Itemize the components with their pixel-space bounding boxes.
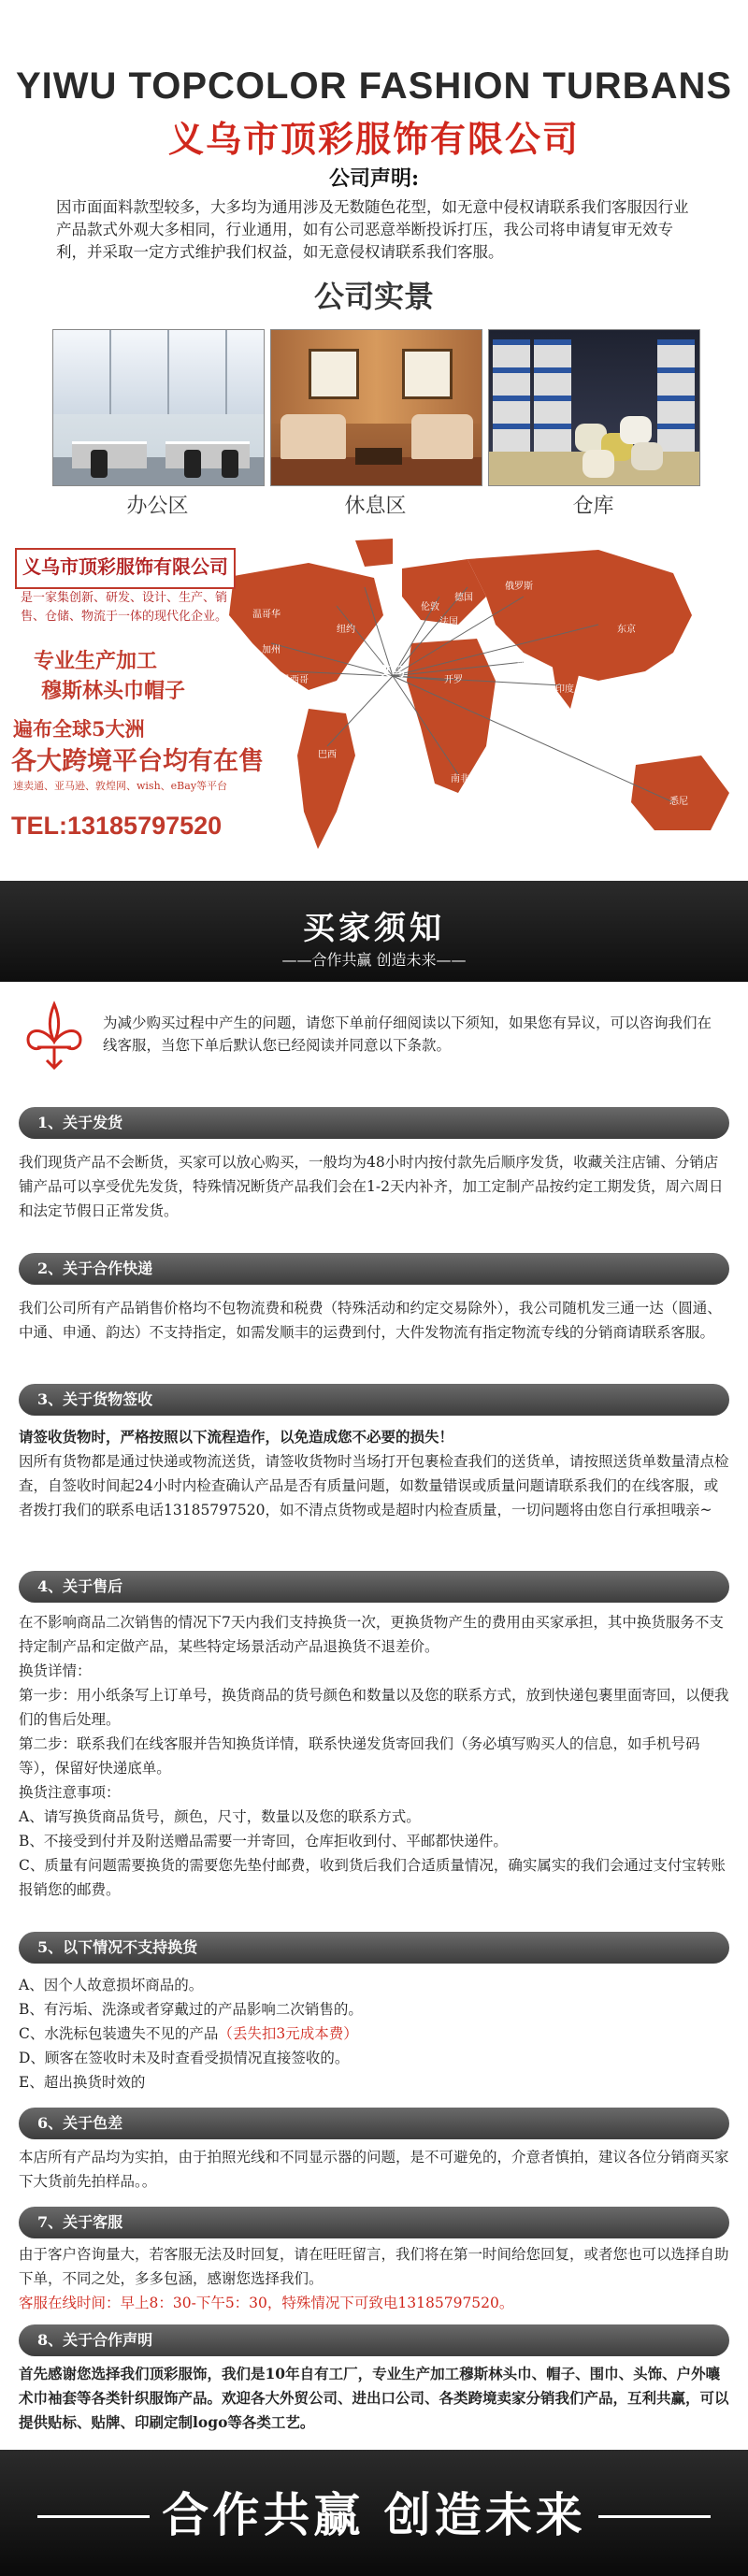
section-text: 我们现货产品不会断货，买家可以放心购买，一般均为48小时内按付款先后顺序发货，收藏关注店铺、分销店铺产品可以享受优先发货，特殊情况断货产品我们会在1-2天内补齐，加工定制产品按约定工期发货，周六周日和法定节假日正常发货。	[19, 1154, 724, 1219]
section-bar	[19, 2108, 729, 2139]
warehouse-caption: 仓库	[572, 495, 614, 518]
section-text: 换货详情：	[19, 1662, 92, 1679]
section-text	[19, 2022, 358, 2046]
warehouse-photo	[488, 329, 700, 486]
map-coverage-2: 各大跨境平台均有在售	[11, 747, 264, 776]
map-city: 印度	[555, 684, 574, 695]
fleur-de-lis-icon	[21, 999, 88, 1073]
section-red-line: 客服在线时间：早上8：30-下午5：30，特殊情况下可致电13185797520。	[19, 2295, 514, 2311]
section-label: 1、关于发货	[37, 1114, 123, 1131]
map-city: 俄罗斯	[505, 582, 533, 592]
section-label: 5、以下情况不支持换货	[37, 1938, 198, 1956]
map-city: 巴西	[318, 750, 337, 760]
section-label: 8、关于合作声明	[37, 2331, 153, 2349]
section-text: 换货注意事项：	[19, 1784, 121, 1801]
declaration-title: 公司声明:	[328, 166, 420, 191]
map-coverage: 遍布全球5大洲	[13, 717, 145, 741]
map-city: 东京	[617, 625, 636, 635]
brand-name-cn: 义乌市顶彩服饰有限公司	[167, 118, 580, 160]
lounge-photo	[270, 329, 482, 486]
world-map-banner	[0, 531, 748, 894]
section-bar	[19, 1571, 729, 1603]
section-text: A、请写换货商品货号，颜色，尺寸，数量以及您的联系方式。	[19, 1808, 421, 1825]
map-city: 德国	[454, 593, 473, 603]
section-text: B、不接受到付并及附送赠品需要一并寄回，仓库拒收到付、平邮都快递件。	[19, 1833, 508, 1849]
map-company: 义乌市顶彩服饰有限公司	[22, 555, 228, 578]
map-description: 是一家集创新、研发、设计、生产、销售、仓储、物流于一体的现代化企业。	[21, 591, 228, 624]
notice-intro: 为减少购买过程中产生的问题，请您下单前仔细阅读以下须知，如果您有异议，可以咨询我们在线客服，当您下单后默认您已经阅读并同意以下条款。	[103, 1015, 712, 1054]
section-bold-line: 请签收货物时，严格按照以下流程造作，以免造成您不必要的损失！	[19, 1428, 454, 1446]
section-text-main: C、水洗标包装遗失不见的产品	[19, 2025, 219, 2042]
map-product-line-2: 穆斯林头巾帽子	[41, 679, 186, 703]
section-text: 第一步：用小纸条写上订单号，换货商品的货号颜色和数量以及您的联系方式，放到快递包裹里面寄回，以便我们的售后处理。	[19, 1687, 729, 1728]
section-text: E、超出换货时效的	[19, 2074, 146, 2091]
section-text: 首先感谢您选择我们顶彩服饰，我们是10年自有工厂，专业生产加工穆斯林头巾、帽子、围巾、头饰、户外嚷术巾袖套等各类针织服饰产品。欢迎各大外贸公司、进出口公司、各类跨境卖家分销我们产品，互利共赢，可以提供贴标、贴牌、印刷定制logo等各类工艺。	[19, 2365, 729, 2431]
map-city: 南非	[451, 774, 469, 784]
section-label: 4、关于售后	[37, 1577, 123, 1595]
office-caption: 办公区	[126, 495, 189, 518]
brand-name-en: YIWU TOPCOLOR FASHION TURBANS	[15, 65, 733, 107]
section-red-note: （丢失扣3元成本费）	[218, 2025, 358, 2042]
map-city: 墨西哥	[280, 675, 309, 685]
map-city: 纽约	[337, 625, 355, 635]
map-phone: TEL:13185797520	[11, 812, 223, 840]
lounge-caption: 休息区	[344, 495, 407, 518]
section-text: 本店所有产品均为实拍，由于拍照光线和不同显示器的问题，是不可避免的，介意者慎拍，建议各位分销商买家下大货前先拍样品。。	[19, 2149, 729, 2190]
map-city: 悉尼	[669, 797, 688, 807]
section-label: 3、关于货物签收	[37, 1390, 153, 1408]
section-label: 2、关于合作快递	[37, 1259, 153, 1277]
map-product-line-1: 专业生产加工	[34, 649, 158, 673]
section-label: 7、关于客服	[37, 2213, 123, 2231]
section-text: B、有污垢、洗涤或者穿戴过的产品影响二次销售的。	[19, 2001, 363, 2018]
map-city: 迪拜	[516, 658, 535, 669]
map-city-center: 义乌	[379, 665, 405, 680]
map-city: 伦敦	[421, 602, 439, 612]
section-text: C、质量有问题需要换货的需要您先垫付邮费，收到货后我们合适质量情况，确实属实的我们会通过支付宝转账报销您的邮费。	[19, 1857, 726, 1898]
map-platforms: 速卖通、亚马逊、敦煌网、wish、eBay等平台	[13, 780, 228, 792]
section-bar	[19, 2207, 729, 2238]
section-bar	[19, 1107, 729, 1139]
section-text: 因所有货物都是通过快递或物流送货，请签收货物时当场打开包裹检查我们的送货单，请按照送货单数量清点检查，自签收时间起24小时内检查确认产品是否有质量问题，如数量错误或质量问题请联系我们的在线客服，或者拨打我们的联系电话13185797520，如不清点货物或是超时内检查质量，一切问题将由您自行承担哦亲~	[19, 1453, 729, 1518]
map-city: 法国	[439, 617, 458, 627]
map-city: 加州	[262, 645, 280, 655]
notice-title: 买家须知	[303, 910, 445, 947]
notice-subtitle: ——合作共赢 创造未来——	[281, 951, 467, 969]
section-text: 我们公司所有产品销售价格均不包物流费和税费（特殊活动和约定交易除外），我公司随机发三通一达（圆通、中通、申通、韵达）不支持指定，如需发顺丰的运费到付，大件发物流有指定物流专线的分销商请联系客服。	[19, 1300, 722, 1341]
section-text: A、因个人故意损坏商品的。	[19, 1977, 204, 1993]
section-text: 第二步：联系我们在线客服并告知换货详情，联系快递发货寄回我们（务必填写购买人的信息，如手机号码等），保留好快递底单。	[19, 1735, 700, 1777]
photos-title: 公司实景	[313, 279, 434, 314]
section-text: 由于客户咨询量大，若客服无法及时回复，请在旺旺留言，我们将在第一时间给您回复，或者您也可以选择自助下单，不同之处，多多包涵，感谢您选择我们。	[19, 2246, 729, 2287]
section-text: 在不影响商品二次销售的情况下7天内我们支持换货一次，更换货物产生的费用由买家承担，其中换货服务不支持定制产品和定做产品，某些特定场景活动产品退换货不退差价。	[19, 1614, 724, 1655]
office-photo	[52, 329, 265, 486]
footer-slogan: 合作共赢 创造未来	[162, 2487, 586, 2542]
section-label: 6、关于色差	[37, 2114, 123, 2132]
map-city: 温哥华	[252, 610, 280, 620]
map-city: 开罗	[444, 675, 463, 685]
declaration-body: 因市面面料款型较多，大多均为通用涉及无数随色花型，如无意中侵权请联系我们客服因行业产品款式外观大多相同，行业通用，如有公司恶意举断投诉打压，我公司将申请复审无效专利，并采取一定方式维护我们权益，如无意侵权请联系我们客服。	[56, 198, 689, 261]
section-text: D、顾客在签收时未及时查看受损情况直接签收的。	[19, 2050, 350, 2066]
